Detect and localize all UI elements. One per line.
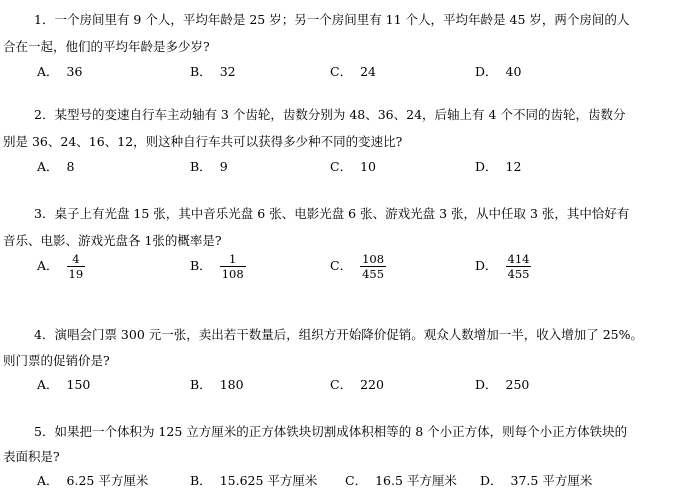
option-letter: D．	[475, 64, 498, 79]
question-1-option-c[interactable]	[330, 62, 376, 80]
option-value: 180	[219, 377, 244, 392]
fraction	[220, 252, 246, 281]
question-3-stem-line1: 3．桌子上有光盘 15 张，其中音乐光盘 6 张、电影光盘 6 张、游戏光盘 3 张，从中任取 3 张，其中恰好有	[34, 206, 630, 221]
question-5-option-b[interactable]	[190, 471, 317, 489]
option-value: 12	[505, 159, 522, 174]
option-letter: B．	[190, 159, 212, 174]
fraction-denominator: 19	[68, 267, 84, 281]
option-value: 24	[360, 64, 376, 79]
question-1-option-d[interactable]	[475, 62, 521, 80]
option-letter: C．	[330, 64, 353, 79]
question-5-option-a[interactable]	[37, 471, 148, 489]
option-letter: C．	[345, 473, 368, 488]
fraction-denominator: 455	[507, 267, 530, 281]
fraction-numerator: 414	[507, 252, 530, 266]
option-letter: B．	[190, 473, 212, 488]
fraction-denominator: 108	[221, 267, 244, 281]
option-value: 40	[505, 64, 522, 79]
option-letter: D．	[475, 159, 498, 174]
question-1-option-a[interactable]	[37, 62, 82, 80]
option-letter: C．	[330, 159, 353, 174]
question-2-option-d[interactable]	[475, 157, 521, 175]
option-letter: D．	[475, 258, 498, 273]
option-letter: C．	[330, 377, 353, 392]
question-4-option-d[interactable]	[475, 375, 529, 393]
question-3-option-c[interactable]	[330, 252, 386, 281]
question-4-option-a[interactable]	[37, 375, 90, 393]
option-letter: A．	[37, 64, 59, 79]
option-letter: B．	[190, 64, 212, 79]
option-value: 15.625 平方厘米	[219, 473, 318, 488]
question-4-option-b[interactable]	[190, 375, 244, 393]
question-1-option-b[interactable]	[190, 62, 236, 80]
question-4-stem-line2: 则门票的促销价是?	[3, 353, 110, 368]
option-letter: A．	[37, 258, 59, 273]
question-3-option-a[interactable]	[37, 252, 85, 281]
fraction	[67, 252, 86, 281]
fraction-numerator: 108	[362, 252, 385, 266]
option-value: 10	[360, 159, 376, 174]
option-letter: B．	[190, 258, 212, 273]
option-value: 37.5 平方厘米	[510, 473, 593, 488]
option-letter: A．	[37, 159, 59, 174]
question-2-option-a[interactable]	[37, 157, 74, 175]
fraction	[506, 252, 532, 281]
option-letter: A．	[37, 377, 59, 392]
option-value: 220	[360, 377, 384, 392]
option-value: 8	[66, 159, 75, 174]
option-value: 250	[505, 377, 530, 392]
fraction	[360, 252, 386, 281]
fraction-denominator: 455	[362, 267, 385, 281]
question-3-stem-line2: 音乐、电影、游戏光盘各 1张的概率是?	[3, 233, 222, 248]
question-3-option-d[interactable]	[475, 252, 531, 281]
question-4-option-c[interactable]	[330, 375, 384, 393]
option-value: 150	[66, 377, 91, 392]
option-letter: D．	[480, 473, 503, 488]
question-3-option-b[interactable]	[190, 252, 246, 281]
option-value: 32	[219, 64, 236, 79]
option-letter: B．	[190, 377, 212, 392]
question-4-stem-line1: 4．演唱会门票 300 元一张，卖出若干数量后，组织方开始降价促销。观众人数增加一半，收入增加了 25%。	[34, 327, 644, 342]
fraction-numerator: 1	[220, 252, 246, 267]
option-letter: D．	[475, 377, 498, 392]
option-value: 16.5 平方厘米	[375, 473, 457, 488]
question-1-stem-line1: 1．一个房间里有 9 个人，平均年龄是 25 岁；另一个房间里有 11 个人，平均年龄是 45 岁，两个房间的人	[34, 12, 630, 27]
question-5-option-d[interactable]	[480, 471, 592, 489]
fraction-numerator: 4	[67, 252, 86, 267]
question-2-option-c[interactable]	[330, 157, 376, 175]
option-value: 6.25 平方厘米	[66, 473, 149, 488]
option-letter: C．	[330, 258, 353, 273]
question-5-option-c[interactable]	[345, 471, 457, 489]
question-5-stem-line2: 表面积是?	[3, 449, 60, 464]
option-value: 9	[219, 159, 228, 174]
question-2-stem-line2: 别是 36、24、16、12，则这种自行车共可以获得多少种不同的变速比?	[3, 134, 403, 149]
question-2-option-b[interactable]	[190, 157, 228, 175]
option-letter: A．	[37, 473, 59, 488]
question-1-stem-line2: 合在一起，他们的平均年龄是多少岁?	[3, 39, 210, 54]
question-2-stem-line1: 2．某型号的变速自行车主动轴有 3 个齿轮，齿数分别为 48、36、24，后轴上有 4 个不同的齿轮，齿数分	[34, 107, 626, 122]
option-value: 36	[66, 64, 83, 79]
question-5-stem-line1: 5．如果把一个体积为 125 立方厘米的正方体铁块切割成体积相等的 8 个小正方体，则每个小正方体铁块的	[34, 424, 628, 439]
